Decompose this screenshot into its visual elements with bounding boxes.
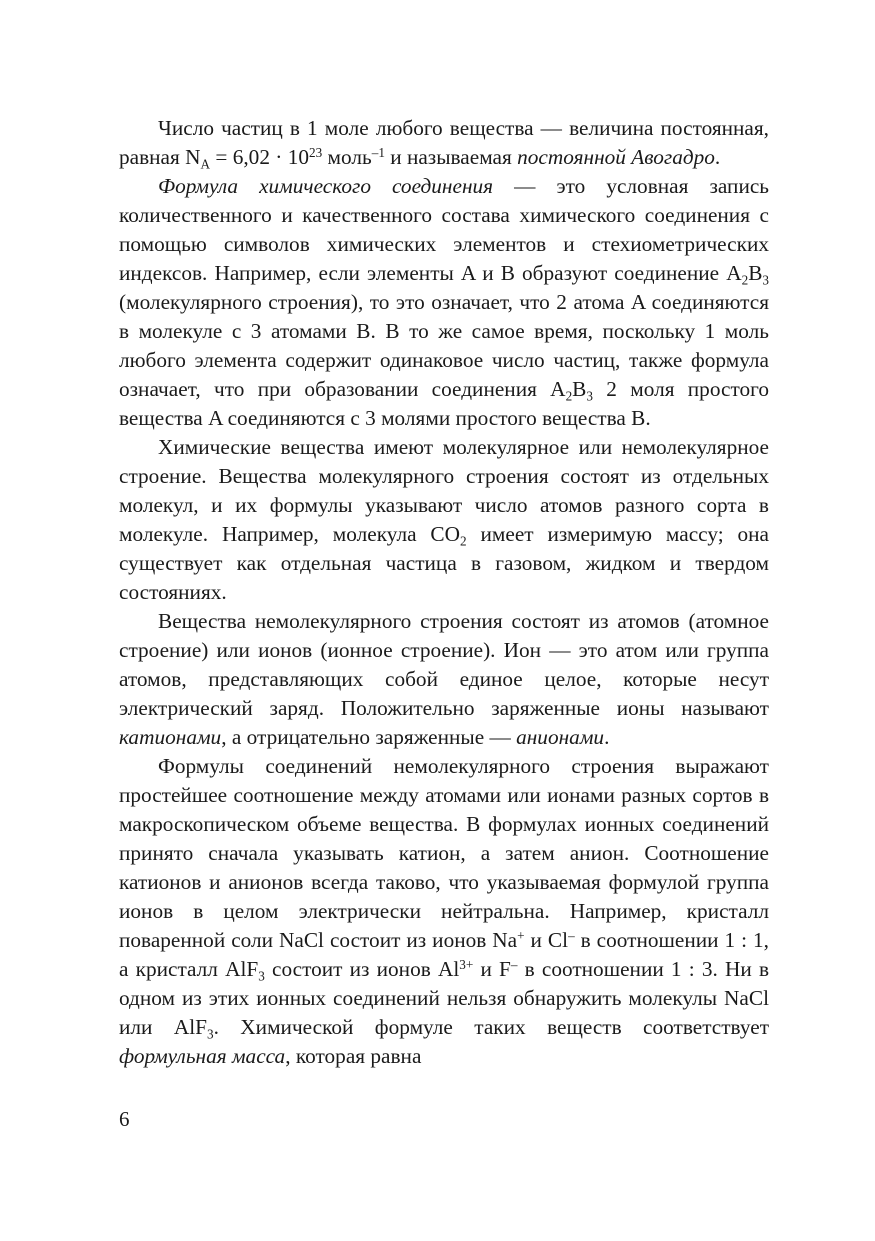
paragraph-ionic-formulas: [119, 752, 769, 1071]
text: . Химической формуле таких веществ соответствует: [213, 1015, 769, 1039]
paragraph-chemical-formula: [119, 172, 769, 433]
term-avogadro-constant: постоянной Авогадро: [517, 145, 715, 169]
superscript: –: [568, 927, 575, 943]
text: и Cl: [524, 928, 569, 952]
text: имеет измеримую массу; она существует как отдельная частица в газовом, жидком и твердом состояниях.: [119, 522, 770, 604]
superscript: +: [517, 927, 525, 943]
text: B: [572, 377, 587, 401]
subscript: A: [200, 156, 211, 172]
text: моль: [322, 145, 372, 169]
text: (молекулярного строения), то это означает, что 2 атома A соединяются в молекуле с 3 атомами B. В то же самое время, поскольку 1 моль любого элемента содержит одинаковое число частиц, также формула означает, что при образовании соединения A: [119, 290, 769, 401]
page-body: [119, 114, 769, 1071]
page-number: 6: [119, 1107, 130, 1131]
paragraph-avogadro: [119, 114, 769, 172]
text: .: [604, 725, 610, 749]
text: состоит из ионов Al: [264, 957, 460, 981]
subscript: 3: [762, 272, 769, 288]
term-cations: катионами: [119, 725, 222, 749]
term-formula-mass: формульная масса: [119, 1044, 286, 1068]
term-anions: анионами: [516, 725, 605, 749]
superscript: –1: [371, 144, 385, 160]
paragraph-nonmolecular-structure: [119, 607, 769, 752]
text: Химические вещества имеют молекулярное или немолекулярное строение. Вещества молекулярного строения состоят из отдельных молекул, и их формулы указывают число атомов разного сорта в молекуле. Например, молекула CO: [119, 435, 769, 546]
subscript: 3: [206, 1026, 214, 1042]
subscript: 2: [741, 272, 749, 288]
subscript: 2: [565, 388, 573, 404]
text: 2 моля простого вещества A соединяются с 3 молями простого вещества B.: [119, 377, 769, 430]
text: в соотношении 1 : 1, а кристалл AlF: [119, 928, 769, 981]
subscript: 2: [460, 533, 467, 549]
text: и F: [473, 957, 511, 981]
term-chemical-formula: Формула химического соединения: [158, 174, 494, 198]
text: Формулы соединений немолекулярного строения выражают простейшее соотношение между атомами или ионами разных сортов в макроскопическом объеме вещества. В формулах ионных соединений принято сначала указывать катион, а затем анион. Соотношение катионов и анионов всегда таково, что указываемая формулой группа ионов в целом электрически нейтральна. Например, кристалл поваренной соли NaCl состоит из ионов Na: [119, 754, 769, 952]
text: — это условная запись количественного и качественного состава химического соединения с помощью символов химических элементов и стехиометрических индексов. Например, если элементы A и B образуют соединение A: [119, 174, 769, 285]
text: , а отрицательно заряженные —: [221, 725, 517, 749]
text: Число частиц в 1 моле любого вещества — величина постоянная, равная N: [119, 116, 769, 169]
text: и называемая: [384, 145, 518, 169]
text: , которая равна: [285, 1044, 422, 1068]
superscript: 3+: [459, 956, 474, 972]
text: в соотношении 1 : 3. Ни в одном из этих ионных соединений нельзя обнаружить молекулы NaCl или AlF: [119, 957, 769, 1039]
subscript: 3: [586, 388, 593, 404]
text: Вещества немолекулярного строения состоят из атомов (атомное строение) или ионов (ионное строение). Ион — это атом или группа атомов, представляющих собой единое целое, которые несут электрический заряд. Положительно заряженные ионы называют: [119, 609, 769, 720]
text: = 6,02 · 10: [210, 145, 310, 169]
paragraph-molecular-structure: [119, 433, 769, 607]
subscript: 3: [258, 968, 265, 984]
text: B: [748, 261, 763, 285]
text: .: [714, 145, 721, 169]
superscript: 23: [309, 144, 323, 160]
superscript: –: [510, 956, 518, 972]
